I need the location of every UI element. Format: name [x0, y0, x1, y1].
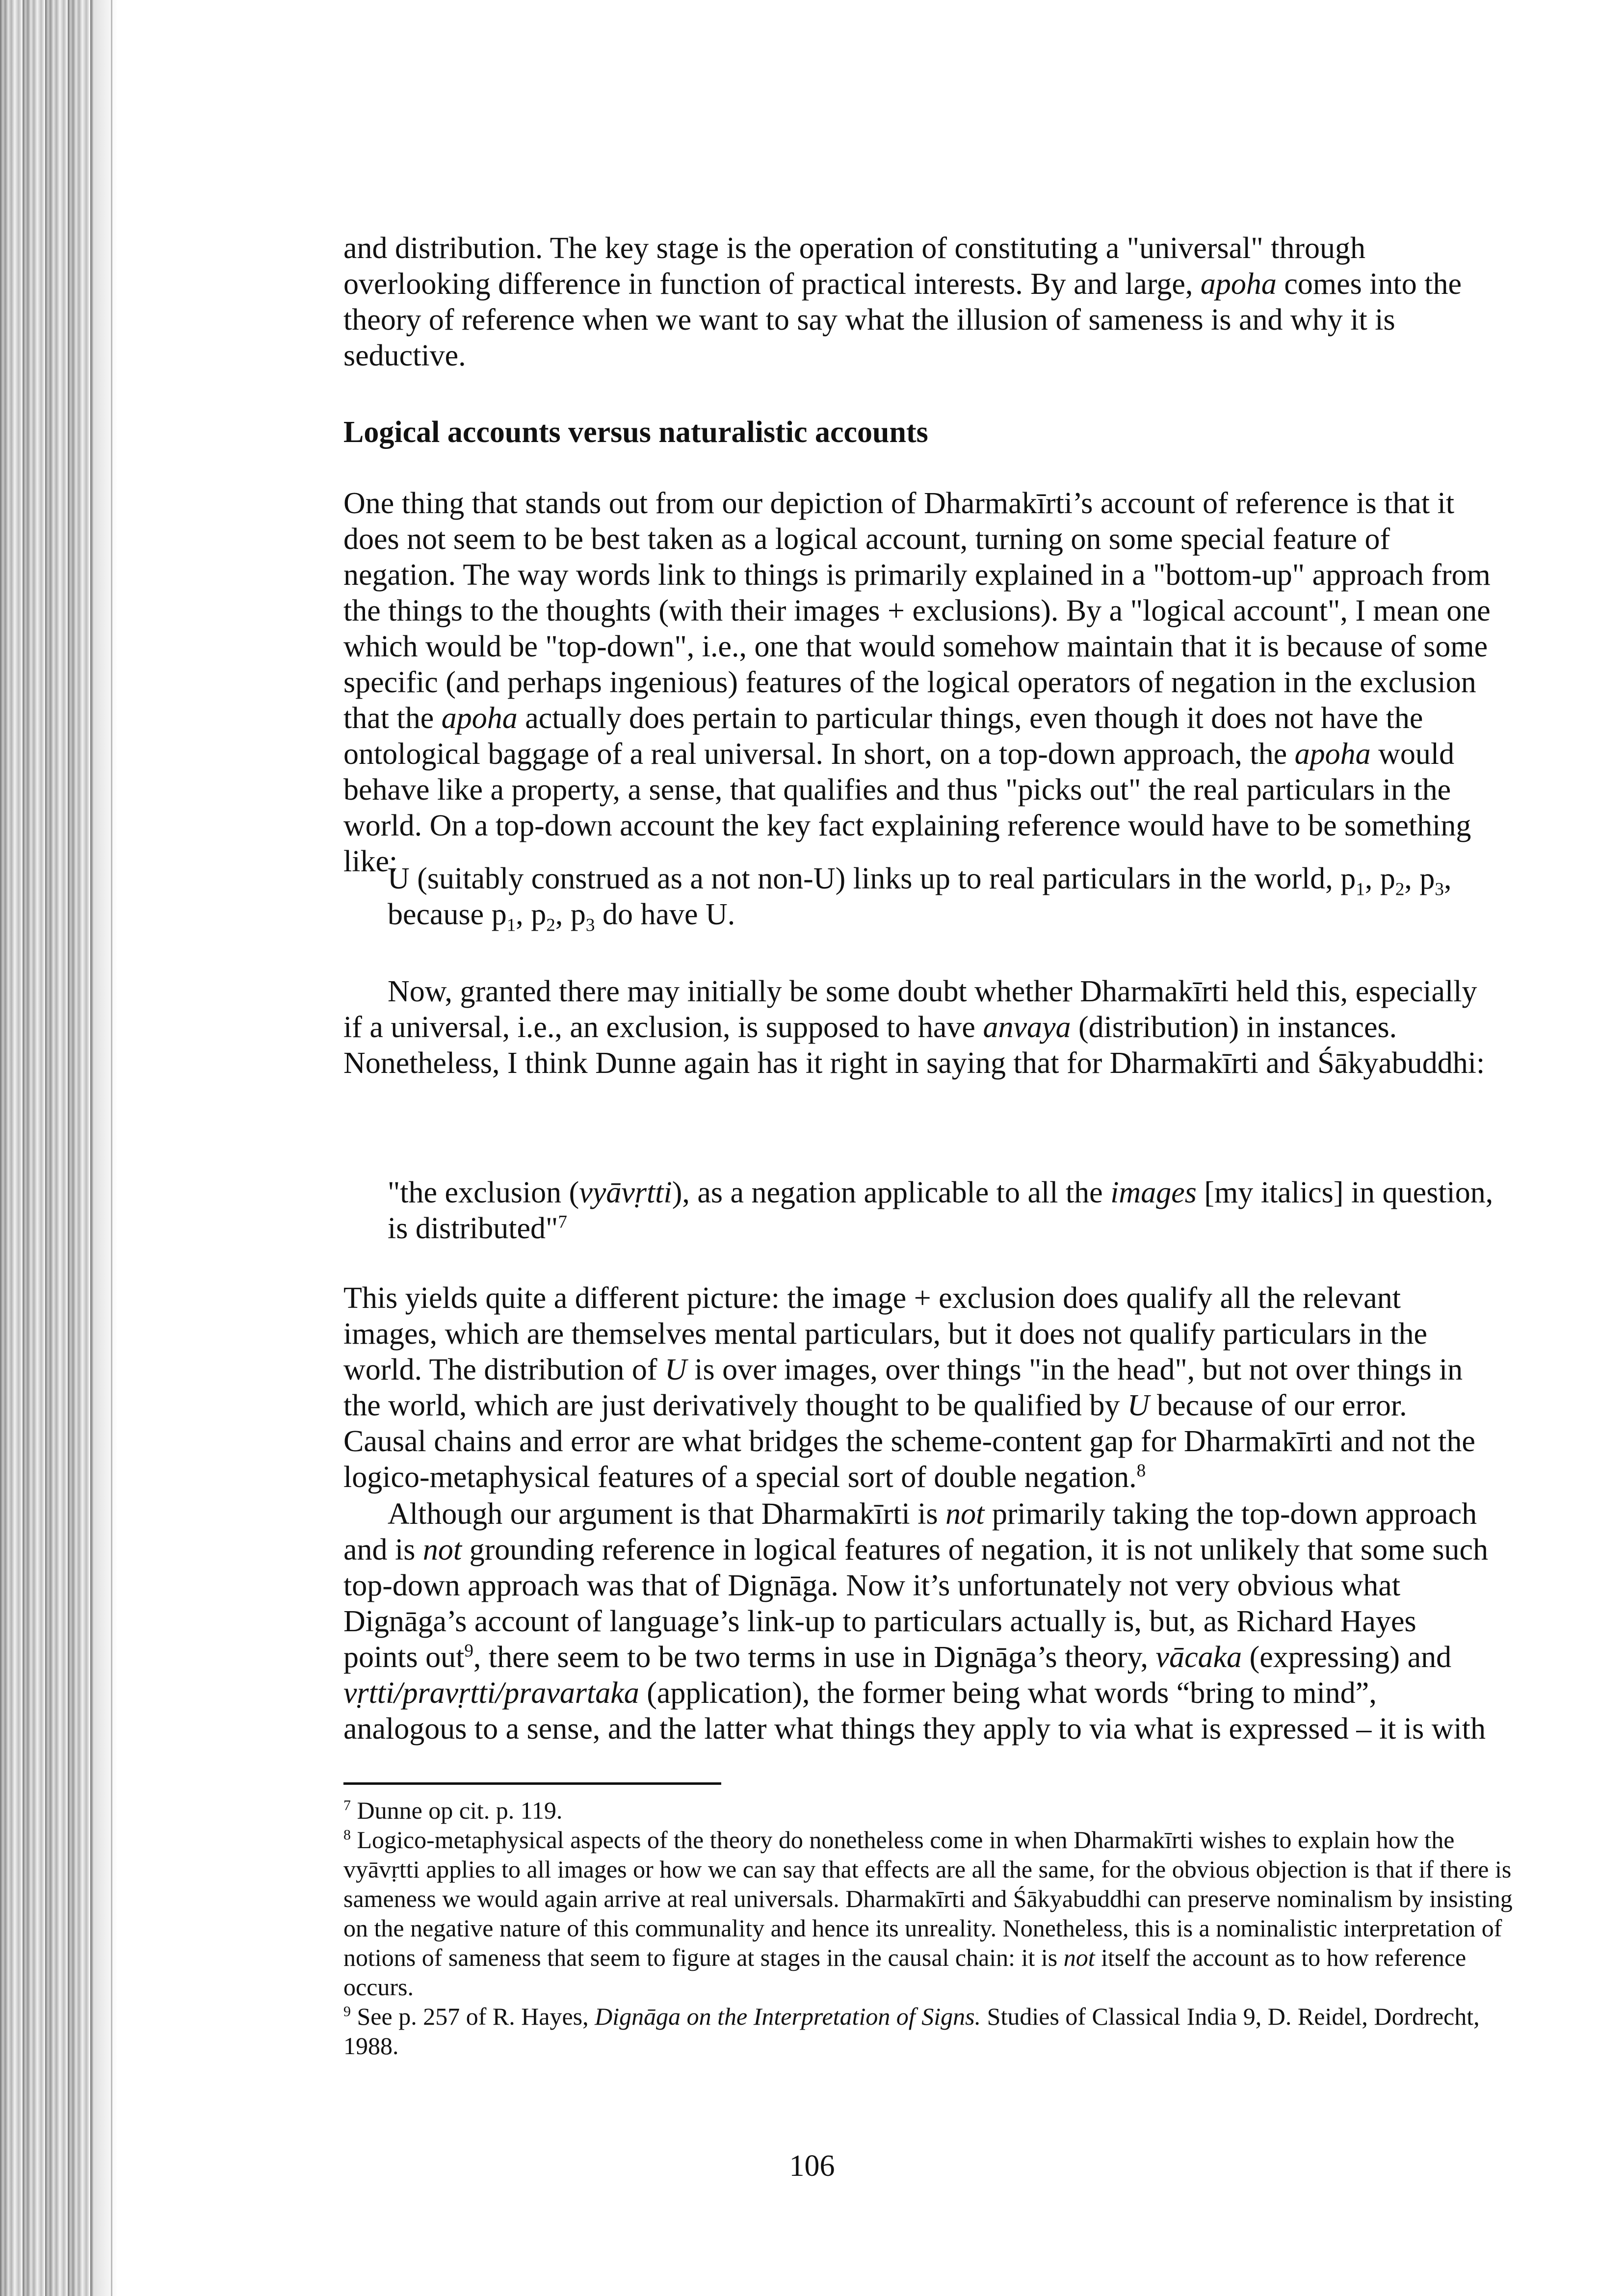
text-run: actually does pertain to particular things, even though it does not have the ontological baggage of a real universal. In short, on a top-down approach, the [343, 702, 1423, 771]
text-run: grounding reference in logical features of negation, it is not unlikely that some such top-down approach was that of Dignāga. Now it’s unfortunately not very obvious what Dignāga’s account of language’s link-up to particulars actually is, but, as Richard Hayes points out [343, 1533, 1489, 1674]
italic-text: Dignāga on the Interpretation of Signs. [595, 2003, 981, 2030]
text-run: "the exclusion ( [388, 1176, 579, 1209]
footnote-7 [343, 1796, 1521, 1825]
paragraph-although [343, 1496, 1492, 1747]
text-run: , p [555, 898, 586, 931]
text-run: This yields quite a different picture: the image + exclusion does qualify all the relevant images, which are themselves mental particulars, but it does not qualify particulars in the world. The distribution of [343, 1281, 1427, 1386]
italic-text: anvaya [983, 1011, 1071, 1044]
block-quote-dunne [388, 1175, 1496, 1247]
subscript: 1 [506, 915, 516, 936]
text-run: ), as a negation applicable to all the [672, 1176, 1111, 1209]
text-run: Although our argument is that Dharmakīrti is [388, 1497, 946, 1531]
text-run: Dunne op cit. p. 119. [351, 1797, 563, 1824]
footnote-marker: 9 [343, 2003, 351, 2020]
footnote-marker: 8 [1136, 1461, 1146, 1481]
text-run: Studies of Classical India 9, D. Reidel, Dordrecht, 1988. [343, 2003, 1480, 2060]
text-run: See p. 257 of R. Hayes, [351, 2003, 595, 2030]
section-heading: Logical accounts versus naturalistic accounts [343, 416, 928, 449]
scan-line [111, 0, 112, 2296]
italic-text: U [664, 1353, 687, 1386]
italic-text: not [422, 1533, 462, 1566]
text-run: U (suitably construed as a not non-U) links up to real particulars in the world, p [388, 862, 1356, 895]
italic-text: vṛtti/pravṛtti/pravartaka [343, 1676, 639, 1710]
text-run: because of our error. Causal chains and error are what bridges the scheme-content gap for Dharmakīrti and not the logico-metaphysical features of a special sort of double negation. [343, 1389, 1475, 1494]
text-run: , p [1364, 862, 1395, 895]
subscript: 2 [1395, 879, 1405, 900]
text-run: comes into the theory of reference when we want to say what the illusion of sameness is and why it is seductive. [343, 267, 1462, 372]
subscript: 3 [1435, 879, 1444, 900]
italic-text: not [1063, 1944, 1095, 1971]
text-run: (distribution) in instances. Nonetheless, I think Dunne again has it right in saying that for Dharmakīrti and Śākyabuddhi: [343, 1011, 1485, 1080]
footnote-separator [343, 1782, 721, 1785]
italic-text: vācaka [1155, 1641, 1242, 1674]
text-run: primarily taking the top-down approach and is [343, 1497, 1477, 1566]
text-run: (expressing) and [1242, 1641, 1452, 1674]
text-run: , because p [388, 862, 1452, 931]
text-run: , p [1404, 862, 1435, 895]
italic-text: not [945, 1497, 985, 1531]
page-number: 106 [789, 2149, 835, 2183]
scan-edge-fade [93, 0, 118, 2296]
paragraph-logical-account [343, 486, 1492, 880]
italic-text: U [1127, 1389, 1150, 1422]
text-run: Now, granted there may initially be some doubt whether Dharmakīrti held this, especially if a universal, i.e., an exclusion, is supposed to have [343, 975, 1477, 1044]
italic-text: apoha [1294, 737, 1371, 771]
text-run: itself the account as to how reference occurs. [343, 1944, 1467, 2001]
footnote-8 [343, 1825, 1521, 2002]
text-run: , p [516, 898, 547, 931]
paragraph-continuation [343, 231, 1492, 374]
italic-text: apoha [441, 702, 518, 735]
paragraph-this-yields [343, 1280, 1492, 1495]
subscript: 3 [585, 915, 595, 936]
italic-text: apoha [1200, 267, 1277, 301]
subscript: 2 [546, 915, 555, 936]
paragraph-now-granted [343, 974, 1492, 1081]
footnote-9 [343, 2002, 1521, 2061]
text-run: (application), the former being what words “bring to mind”, analogous to a sense, and the latter what things they apply to via what is expressed – it is with [343, 1676, 1486, 1746]
text-run: , there seem to be two terms in use in Dignāga’s theory, [473, 1641, 1156, 1674]
italic-text: vyāvṛtti [579, 1176, 672, 1209]
scan-edge-shadow [0, 0, 93, 2296]
footnote-marker: 9 [464, 1641, 473, 1661]
text-run: is over images, over things "in the head", but not over things in the world, which are just derivatively thought to be qualified by [343, 1353, 1463, 1422]
text-run: do have U. [595, 898, 735, 931]
block-quote-u [388, 861, 1496, 936]
italic-text: images [1110, 1176, 1197, 1209]
footnote-marker: 8 [343, 1826, 351, 1843]
text-run: and distribution. The key stage is the operation of constituting a "universal" through overlooking difference in function of practical interests. By and large, [343, 232, 1366, 301]
footnote-marker: 7 [343, 1797, 351, 1814]
text-run: would behave like a property, a sense, that qualifies and thus "picks out" the real particulars in the world. On a top-down account the key fact explaining reference would have to be something like: [343, 737, 1471, 878]
text-run: One thing that stands out from our depiction of Dharmakīrti’s account of reference is that it does not seem to be best taken as a logical account, turning on some special feature of negation. The way words link to things is primarily explained in a "bottom-up" approach from the things to the thoughts (with their images + exclusions). By a "logical account", I mean one which would be "top-down", i.e., one that would somehow maintain that it is because of some specific (and perhaps ingenious) features of the logical operators of negation in the exclusion that the [343, 487, 1491, 735]
subscript: 1 [1356, 879, 1365, 900]
footnote-marker: 7 [558, 1212, 567, 1232]
text-run: [my italics] in question, is distributed" [388, 1176, 1493, 1245]
text-run: Logico-metaphysical aspects of the theory do nonetheless come in when Dharmakīrti wishes to explain how the vyāvṛtti applies to all images or how we can say that effects are all the same, for the obvious objection is that if there is sameness we would again arrive at real universals. Dharmakīrti and Śākyabuddhi can preserve nominalism by insisting on the negative nature of this communality and hence its unreality. Nonetheless, this is a nominalistic interpretation of notions of sameness that seem to figure at stages in the causal chain: it is [343, 1826, 1513, 1971]
